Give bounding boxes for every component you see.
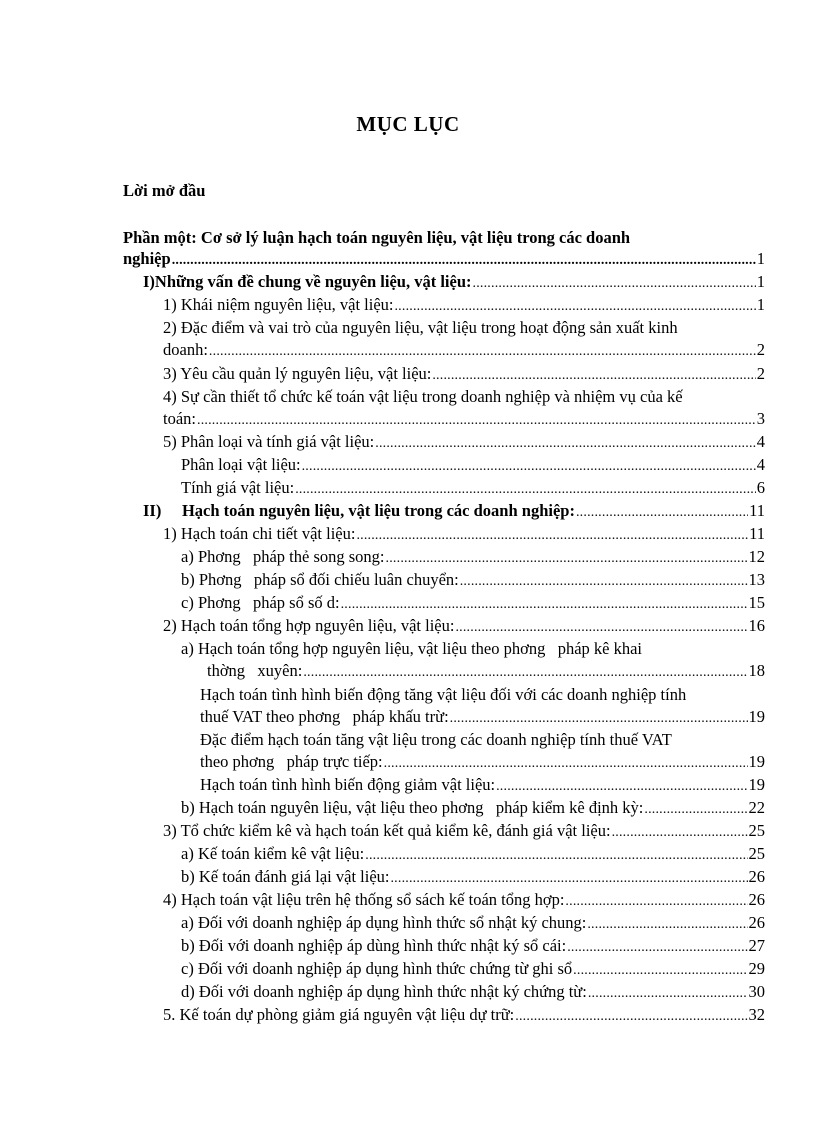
toc-page-number: 2 <box>756 364 765 383</box>
leader-dots <box>460 571 748 593</box>
toc-entry-text: thuế VAT theo phơng pháp khấu trừ: <box>200 707 449 726</box>
toc-page-number: 25 <box>748 844 765 863</box>
toc-entry <box>181 546 765 570</box>
leader-dots <box>587 914 747 936</box>
toc-page-number: 6 <box>756 478 765 497</box>
toc-entry-text: b) Kế toán đánh giá lại vật liệu: <box>181 867 390 886</box>
toc-page-number: 30 <box>748 982 765 1001</box>
toc-page-number: 1 <box>756 295 765 314</box>
toc-entry <box>181 866 765 890</box>
toc-page-number: 1 <box>756 249 765 268</box>
toc-page-number: 19 <box>748 775 765 794</box>
toc-entry-text: 4) Hạch toán vật liệu trên hệ thống sổ sách kế toán tổng hợp: <box>163 890 565 909</box>
toc-entry <box>163 820 765 844</box>
leader-dots <box>386 548 748 570</box>
toc-page-number: 19 <box>748 707 765 726</box>
toc-entry <box>200 706 765 730</box>
toc-entry <box>163 523 765 547</box>
toc-page-number: 12 <box>748 547 765 566</box>
toc-entry <box>181 935 765 959</box>
toc-entry-text: toán: <box>163 409 196 428</box>
leader-dots <box>565 891 747 913</box>
toc-entry-text: b) Phơng pháp sổ đối chiếu luân chuyển: <box>181 570 459 589</box>
toc-entry-text: a) Phơng pháp thẻ song song: <box>181 547 385 566</box>
toc-entry <box>181 569 765 593</box>
toc-entry <box>163 408 765 432</box>
toc-entry-text: 3) Yêu cầu quản lý nguyên liệu, vật liệu: <box>163 364 432 383</box>
toc-entry-text: 1) Hạch toán chi tiết vật liệu: <box>163 524 356 543</box>
leader-dots <box>209 341 756 363</box>
toc-entry-text: thờng xuyên: <box>207 661 303 680</box>
toc-entry-section-1 <box>143 271 765 295</box>
toc-entry <box>181 454 765 478</box>
leader-dots <box>612 822 748 844</box>
toc-page-number: 13 <box>748 570 765 589</box>
leader-dots <box>515 1006 747 1028</box>
toc-page-number: 2 <box>756 340 765 359</box>
toc-page-number: 32 <box>748 1005 765 1024</box>
toc-entry-text: a) Đối với doanh nghiệp áp dụng hình thức sổ nhật ký chung: <box>181 913 587 932</box>
leader-dots <box>390 868 747 890</box>
toc-entry-text: 5. Kế toán dự phòng giảm giá nguyên vật liệu dự trữ: <box>163 1005 515 1024</box>
leader-dots <box>588 983 748 1005</box>
toc-entry <box>181 592 765 616</box>
leader-dots <box>303 662 747 684</box>
toc-entry-text: c) Phơng pháp sổ số d: <box>181 593 340 612</box>
toc-page-number: 19 <box>748 752 765 771</box>
toc-entry-text: 2) Hạch toán tổng hợp nguyên liệu, vật liệu: <box>163 616 455 635</box>
toc-entry <box>163 339 765 363</box>
leader-dots <box>341 594 748 616</box>
leader-dots <box>496 776 747 798</box>
toc-entry <box>207 660 765 684</box>
leader-dots <box>473 273 756 295</box>
leader-dots <box>450 708 748 730</box>
leader-dots <box>384 753 748 775</box>
toc-entry-text: II) Hạch toán nguyên liệu, vật liệu trong các doanh nghiệp: <box>143 501 575 520</box>
toc-page-number: 26 <box>748 913 765 932</box>
toc-entry-text: 5) Phân loại và tính giá vật liệu: <box>163 432 375 451</box>
toc-entry-text: a) Hạch toán tổng hợp nguyên liệu, vật liệu theo phơng pháp kê khai <box>181 639 643 658</box>
leader-dots <box>644 799 747 821</box>
leader-dots <box>576 502 748 524</box>
toc-entry <box>163 1004 765 1028</box>
toc-page-number: 27 <box>748 936 765 955</box>
toc-page-number: 26 <box>748 867 765 886</box>
toc-entry <box>163 889 765 913</box>
leader-dots <box>375 433 756 455</box>
toc-entry-text: nghiệp <box>123 249 171 268</box>
toc-entry-text: Phân loại vật liệu: <box>181 455 301 474</box>
leader-dots <box>394 296 755 318</box>
toc-entry-text: d) Đối với doanh nghiệp áp dụng hình thức nhật ký chứng từ: <box>181 982 587 1001</box>
toc-page-number: 4 <box>756 432 765 451</box>
part1-heading: Phần một: Cơ sở lý luận hạch toán nguyên liệu, vật liệu trong các doanh <box>123 228 631 247</box>
toc-page-number: 11 <box>749 524 765 543</box>
toc-page-number: 1 <box>756 272 765 291</box>
toc-page-number: 11 <box>749 501 765 520</box>
toc-entry <box>181 958 765 982</box>
toc-entry <box>181 477 765 501</box>
toc-entry-text: I)Những vấn đề chung về nguyên liệu, vật liệu: <box>143 272 472 291</box>
toc-page-number: 16 <box>748 616 765 635</box>
toc-entry <box>163 294 765 318</box>
leader-dots <box>302 456 756 478</box>
toc-entry-text: 3) Tổ chức kiểm kê và hạch toán kết quả kiểm kê, đánh giá vật liệu: <box>163 821 611 840</box>
toc-page-number: 4 <box>756 455 765 474</box>
toc-entry-text: Đặc điểm hạch toán tăng vật liệu trong các doanh nghiệp tính thuế VAT <box>200 730 672 749</box>
toc-entry-text: 2) Đặc điểm và vai trò của nguyên liệu, vật liệu trong hoạt động sản xuất kinh <box>163 318 678 337</box>
toc-entry-text: Hạch toán tình hình biến động giảm vật liệu: <box>200 775 496 794</box>
toc-page-number: 26 <box>748 890 765 909</box>
leader-dots <box>567 937 747 959</box>
toc-entry-text: b) Đối với doanh nghiệp áp dùng hình thức nhật ký sổ cái: <box>181 936 567 955</box>
toc-entry <box>163 431 765 455</box>
toc-page-number: 15 <box>748 593 765 612</box>
toc-entry-text: c) Đối với doanh nghiệp áp dụng hình thức chứng từ ghi sổ <box>181 959 573 978</box>
toc-entry-text: 4) Sự cần thiết tổ chức kế toán vật liệu trong doanh nghiệp và nhiệm vụ của kế <box>163 387 683 406</box>
toc-page-number: 25 <box>748 821 765 840</box>
intro-heading: Lời mở đầu <box>123 181 206 200</box>
toc-entry <box>181 843 765 867</box>
toc-entry <box>200 774 765 798</box>
toc-page-number: 3 <box>756 409 765 428</box>
toc-entry-part1 <box>123 248 765 272</box>
toc-page-number: 29 <box>748 959 765 978</box>
leader-dots <box>432 365 755 387</box>
leader-dots <box>295 479 756 501</box>
toc-entry <box>200 751 765 775</box>
toc-page-number: 22 <box>748 798 765 817</box>
toc-entry-text: Hạch toán tình hình biến động tăng vật liệu đối với các doanh nghiệp tính <box>200 685 687 704</box>
toc-page-number: 18 <box>748 661 765 680</box>
toc-entry <box>181 981 765 1005</box>
toc-entry <box>163 615 765 639</box>
toc-entry <box>163 363 765 387</box>
toc-entry-text: doanh: <box>163 340 208 359</box>
toc-entry-text: a) Kế toán kiểm kê vật liệu: <box>181 844 365 863</box>
leader-dots <box>573 960 747 982</box>
leader-dots <box>455 617 747 639</box>
leader-dots <box>356 525 748 547</box>
toc-entry-text: Tính giá vật liệu: <box>181 478 295 497</box>
toc-entry-section-2 <box>143 500 765 524</box>
leader-dots <box>365 845 747 867</box>
toc-entry-text: 1) Khái niệm nguyên liệu, vật liệu: <box>163 295 394 314</box>
toc-entry <box>181 797 765 821</box>
leader-dots <box>172 250 756 272</box>
toc-entry-text: theo phơng pháp trực tiếp: <box>200 752 383 771</box>
page-title: MỤC LỤC <box>356 112 460 136</box>
toc-entry-text: b) Hạch toán nguyên liệu, vật liệu theo phơng pháp kiểm kê định kỳ: <box>181 798 644 817</box>
leader-dots <box>197 410 756 432</box>
toc-entry <box>181 912 765 936</box>
